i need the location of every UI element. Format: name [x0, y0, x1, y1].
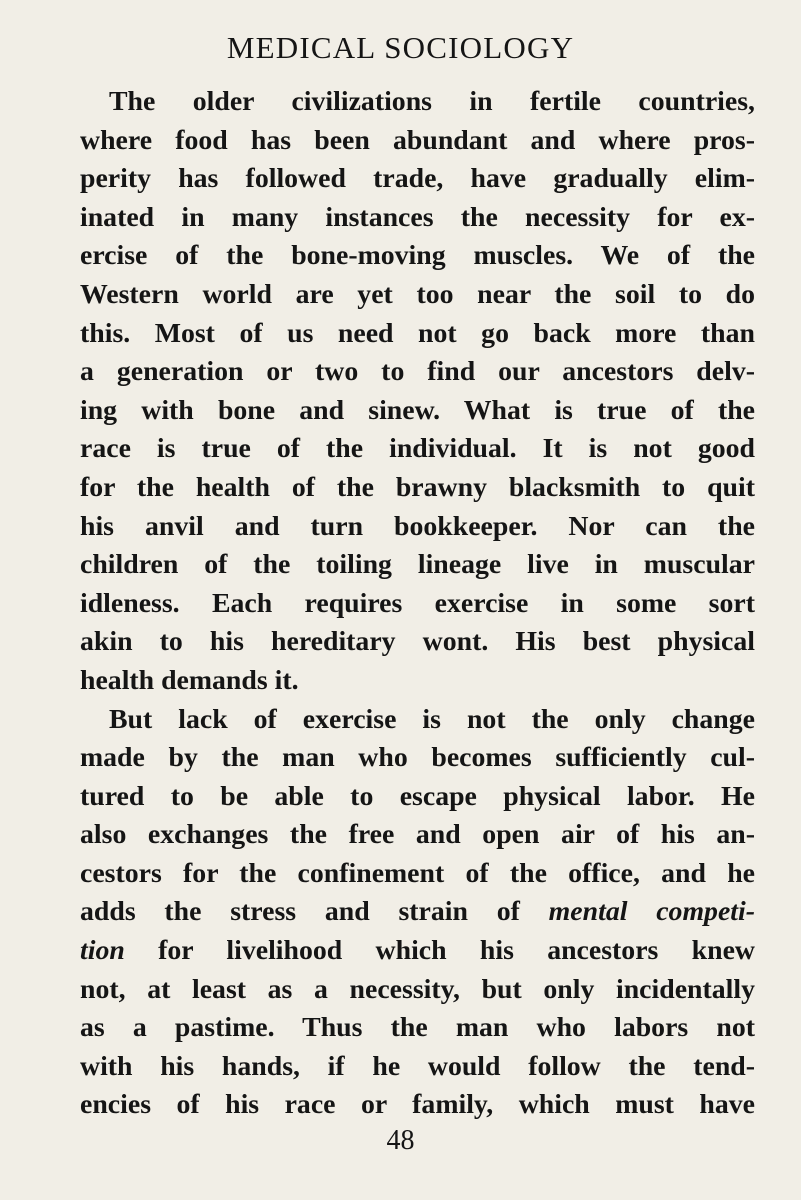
paragraph-1-line-2: where food has been abundant and where pros- [80, 124, 755, 156]
body-text [80, 83, 755, 1125]
paragraph-1-line-14: idleness. Each requires exercise in some sort [80, 587, 755, 619]
paragraph-2-line-7 [80, 932, 755, 971]
paragraph-1-line-11: for the health of the brawny blacksmith to quit [80, 471, 755, 503]
paragraph-1-line-8: a generation or two to find our ancestors delv- [80, 356, 755, 388]
paragraph-1-line-16: health demands it. [80, 664, 299, 696]
paragraph-2-line-2: made by the man who becomes sufficiently cul- [80, 742, 755, 774]
paragraph-2-line-6-italic: mental competi- [548, 896, 756, 928]
paragraph-1-line-7: this. Most of us need not go back more than [80, 317, 755, 349]
paragraph-1-line-9: ing with bone and sinew. What is true of the [80, 394, 755, 426]
paragraph-1-line-3: perity has followed trade, have gradually elim- [80, 163, 755, 195]
paragraph-2-line-3: tured to be able to escape physical labor. He [80, 780, 755, 812]
paragraph-2-line-6 [80, 893, 755, 932]
running-head: MEDICAL SOCIOLOGY [226, 30, 575, 65]
paragraph-1-line-5: ercise of the bone-moving muscles. We of the [80, 240, 755, 272]
paragraph-1-line-13: children of the toiling lineage live in muscular [80, 549, 755, 581]
paragraph-2-line-11: encies of his race or family, which must have [80, 1089, 755, 1121]
paragraph-1-line-1: The older civilizations in fertile countries, [109, 86, 755, 117]
paragraph-1-line-4: inated in many instances the necessity for ex- [80, 201, 755, 233]
paragraph-1 [80, 83, 755, 701]
paragraph-1-line-10: race is true of the individual. It is not good [80, 433, 755, 465]
paragraph-1-line-12: his anvil and turn bookkeeper. Nor can the [80, 510, 755, 542]
paragraph-2-line-8: not, at least as a necessity, but only incidentally [80, 973, 755, 1005]
paragraph-2-line-7-italic: tion [80, 935, 125, 967]
page-number: 48 [386, 1125, 415, 1156]
paragraph-2-line-6-roman: adds the stress and strain of [80, 896, 549, 928]
paragraph-2-line-4: also exchanges the free and open air of his an- [80, 819, 755, 851]
paragraph-1-line-15: akin to his hereditary wont. His best physical [80, 626, 755, 658]
paragraph-2-line-1: But lack of exercise is not the only change [109, 703, 755, 735]
paragraph-2-line-7-roman: for livelihood which his ancestors knew [124, 935, 755, 967]
paragraph-1-line-6: Western world are yet too near the soil to do [80, 278, 755, 310]
paragraph-2-line-9: as a pastime. Thus the man who labors not [80, 1012, 755, 1044]
paragraph-2-line-5: cestors for the confinement of the office, and he [80, 857, 755, 889]
paragraph-2-line-10: with his hands, if he would follow the tend- [80, 1050, 755, 1082]
paragraph-2 [80, 701, 755, 1126]
